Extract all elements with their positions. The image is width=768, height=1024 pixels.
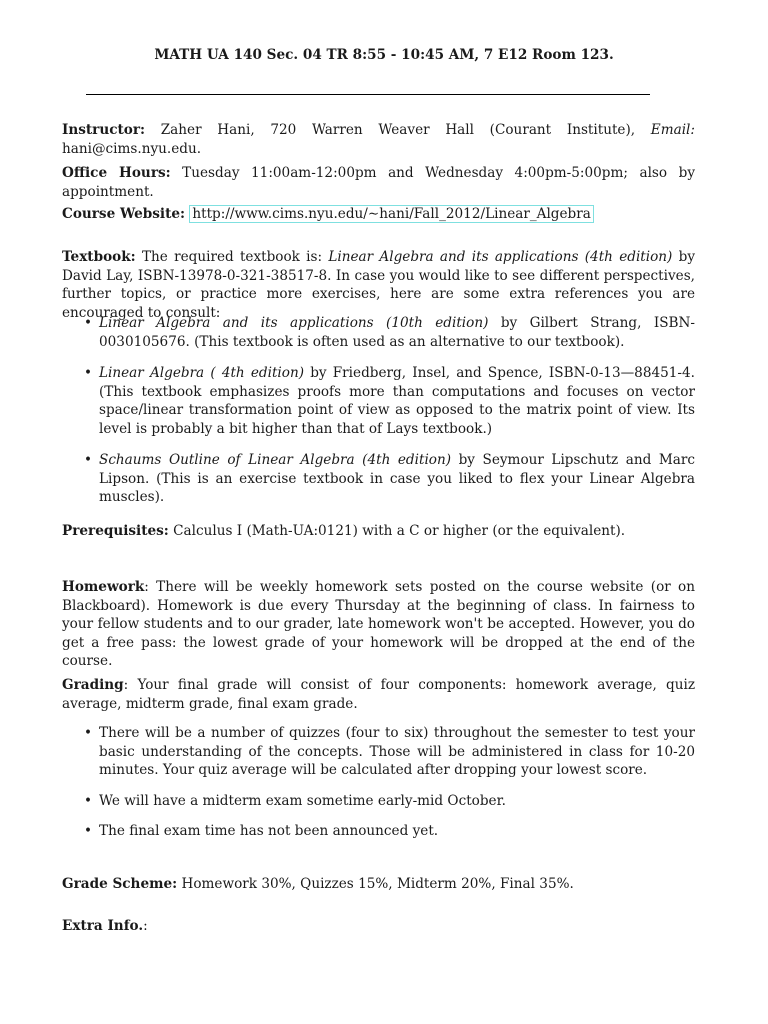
email-address: hani@cims.nyu.edu. <box>62 140 202 157</box>
header-rule <box>86 94 650 95</box>
reference-title: Linear Algebra ( 4th edition) <box>99 365 305 381</box>
extra-info-label: Extra Info. <box>62 918 144 934</box>
reference-text: by Gilbert Strang, ISBN-0030105676. (This textbook is often used as an alternative to our textbook). <box>99 315 695 350</box>
extra-references-list <box>84 314 695 351</box>
instructor-text: Zaher Hani, 720 Warren Weaver Hall (Courant Institute), <box>145 122 651 138</box>
grade-scheme-label: Grade Scheme: <box>62 876 178 892</box>
textbook-intro: The required textbook is: <box>135 249 329 265</box>
grading-list-3 <box>84 822 695 841</box>
textbook-title: Linear Algebra and its applications (4th edition) <box>328 249 673 265</box>
textbook-label: Textbook: <box>62 249 136 265</box>
list-item: • We will have a midterm exam sometime early-mid October. <box>84 792 695 811</box>
course-website-link[interactable]: http://www.cims.nyu.edu/∼hani/Fall_2012/Linear_Algebra <box>189 205 593 223</box>
homework-label: Homework <box>62 579 145 595</box>
reference-text: by Seymour Lipschutz and Marc Lipson. (This is an exercise textbook in case you liked to flex your Linear Algebra muscles). <box>99 452 695 506</box>
grading-paragraph <box>62 676 695 713</box>
prerequisites-text: Calculus I (Math-UA:0121) with a C or higher (or the equivalent). <box>168 523 626 539</box>
grading-list <box>84 724 695 780</box>
reference-title: Linear Algebra and its applications (10th edition) <box>99 315 489 331</box>
office-hours-label: Office Hours: <box>62 165 171 181</box>
list-item: • There will be a number of quizzes (four to six) throughout the semester to test your basic understanding of the concepts. Those will be administered in class for 10-20 minutes. Your quiz average will be calculated after dropping your lowest score. <box>84 724 695 780</box>
office-hours-text: Tuesday 11:00am-12:00pm and Wednesday 4:00pm-5:00pm; also by appointment. <box>62 165 695 200</box>
grading-label: Grading <box>62 677 124 693</box>
grading-text: : Your final grade will consist of four components: homework average, quiz average, midterm grade, final exam grade. <box>62 677 695 712</box>
extra-info-text: : <box>143 918 148 934</box>
textbook-rest: by David Lay, ISBN-13978-0-321-38517-8. In case you would like to see different perspectives, further topics, or practice more exercises, here are some extra references you are encouraged to consult: <box>62 249 696 321</box>
website-label: Course Website: <box>62 206 186 222</box>
list-item <box>84 451 695 507</box>
office-hours-line <box>62 164 695 201</box>
homework-text: : There will be weekly homework sets posted on the course website (or on Blackboard). Homework is due every Thursday at the beginning of class. In fairness to your fellow students and to our grader, late homework won't be accepted. However, you do get a free pass: the lowest grade of your homework will be dropped at the end of the course. <box>62 579 695 670</box>
reference-title: Schaums Outline of Linear Algebra (4th edition) <box>99 452 452 468</box>
extra-references-list-3 <box>84 451 695 507</box>
list-item: • The final exam time has not been announced yet. <box>84 822 695 841</box>
grading-list-2 <box>84 792 695 811</box>
instructor-label: Instructor: <box>62 122 146 138</box>
prerequisites-label: Prerequisites: <box>62 523 169 539</box>
prerequisites-line <box>62 522 695 541</box>
extra-references-list-2 <box>84 364 695 438</box>
instructor-line <box>62 121 695 158</box>
course-header: MATH UA 140 Sec. 04 TR 8:55 - 10:45 AM, 7 E12 Room 123. <box>154 47 614 63</box>
homework-paragraph <box>62 578 695 671</box>
grade-scheme-text: Homework 30%, Quizzes 15%, Midterm 20%, Final 35%. <box>177 876 574 892</box>
list-item <box>84 314 695 351</box>
extra-info-line <box>62 917 695 936</box>
textbook-paragraph <box>62 248 695 322</box>
website-line <box>62 205 695 224</box>
email-label: Email: <box>650 122 695 138</box>
grade-scheme-line <box>62 875 695 894</box>
list-item <box>84 364 695 438</box>
reference-text: by Friedberg, Insel, and Spence, ISBN-0-13—88451-4. (This textbook emphasizes proofs more than computations and focuses on vector space/linear transformation point of view as opposed to the matrix point of view. Its level is probably a bit higher than that of Lays textbook.) <box>99 365 695 437</box>
